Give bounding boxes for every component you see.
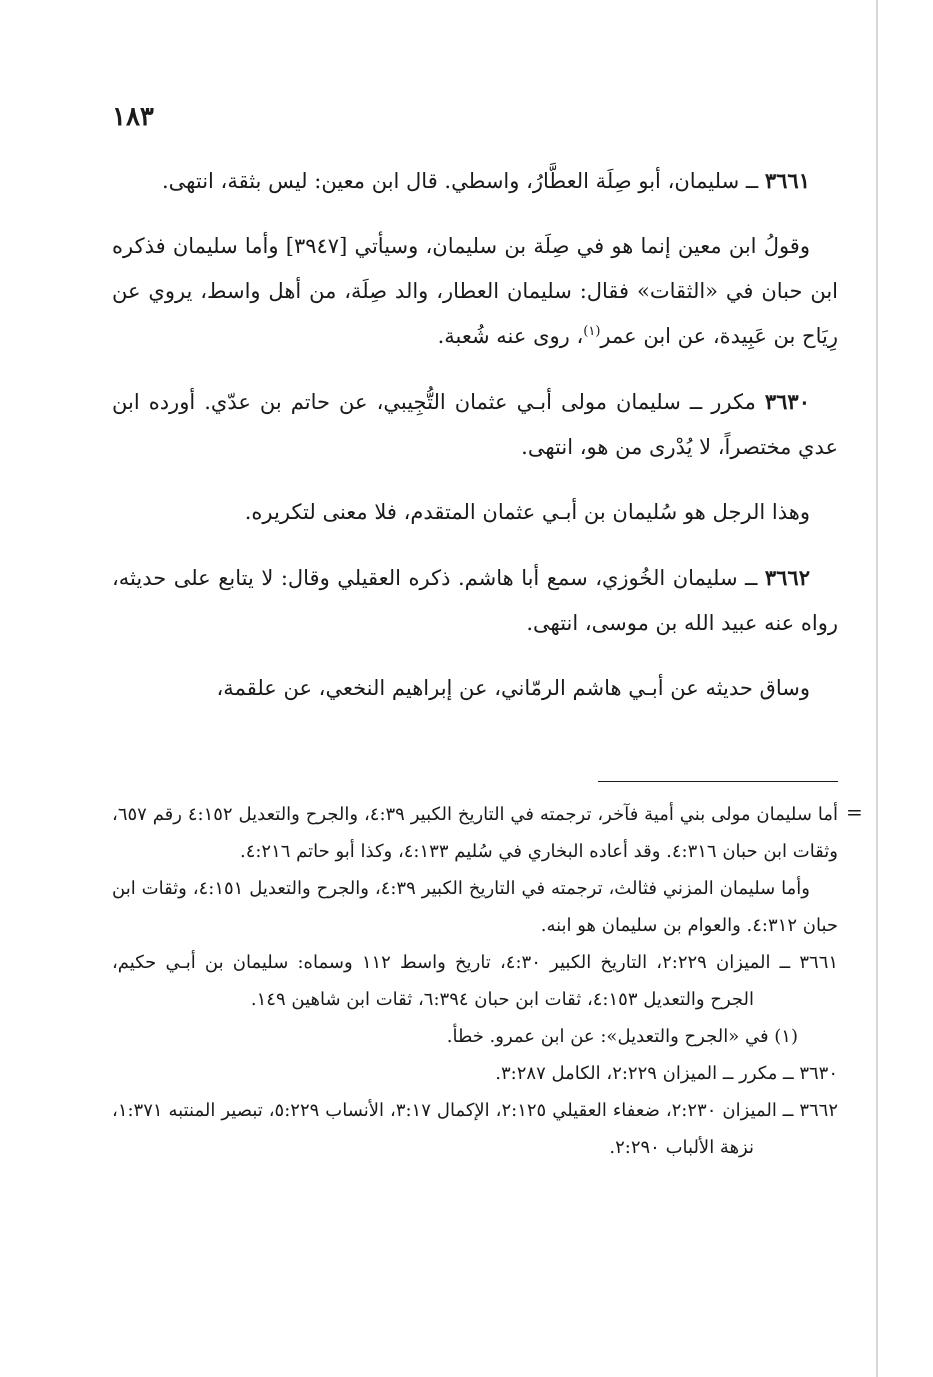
entry-text: وقولُ ابن معين إنما هو في صِلَة بن سليمان، وسيأتي [٣٩٤٧] وأما سليمان فذكره ابن حبان في «الثقات» فقال: سليمان العطار، والد صِلَة، من أهل واسط، يروي عن رِيَاح بن عَبِيدة، عن ابن عمر bbox=[112, 234, 838, 348]
footnote-marker: (١) bbox=[583, 324, 601, 339]
entry-text: ، روى عنه شُعبة. bbox=[437, 324, 584, 348]
entry-text: مكرر ــ سليمان مولى أبـي عثمان التُّجِيبي، عن حاتم بن عدّي. أورده ابن عدي مختصراً، لا يُدْرى من هو، انتهى. bbox=[112, 390, 838, 459]
note-3661: ٣٦٦١ ــ الميزان ٢:٢٢٩، التاريخ الكبير ٤:٣٠، تاريخ واسط ١١٢ وسماه: سليمان بن أبـي حكيم، الجرح والتعديل ٤:١٥٣، ثقات ابن حبان ٦:٣٩٤، ثقات ابن شاهين ١٤٩. bbox=[112, 952, 839, 1010]
entry-text: وساق حديثه عن أبـي هاشم الرمّاني، عن إبراهيم النخعي، عن علقمة، bbox=[216, 676, 810, 700]
note-continued-2: وأما سليمان المزني فثالث، ترجمته في التاريخ الكبير ٤:٣٩، والجرح والتعديل ٤:١٥١، وثقات ابن حبان ٤:٣١٢. والعوام بن سليمان هو ابنه. bbox=[112, 878, 838, 936]
entry-text: ــ سليمان، أبو صِلَة العطَّارُ، واسطي. قال ابن معين: ليس بثقة، انتهى. bbox=[162, 169, 759, 193]
entry-number: ٣٦٣٠ bbox=[764, 389, 810, 414]
entry-3630 bbox=[112, 379, 838, 470]
main-text bbox=[112, 158, 838, 731]
footnote-1: (١) في «الجرح والتعديل»: عن ابن عمرو. خطأ. bbox=[446, 1026, 798, 1047]
footnote-divider bbox=[598, 781, 838, 782]
entry-text: وهذا الرجل هو سُليمان بن أبـي عثمان المتقدم، فلا معنى لتكريره. bbox=[244, 500, 810, 524]
note-continued-1: أما سليمان مولى بني أمية فآخر، ترجمته في التاريخ الكبير ٤:٣٩، والجرح والتعديل ٤:١٥٢ رقم ٦٥٧، وثقات ابن حبان ٤:٣١٦. وقد أعاده البخاري في سُليم ٤:١٣٣، وكذا أبو حاتم ٤:٢١٦. bbox=[112, 804, 838, 862]
note-3630: ٣٦٣٠ ــ مكرر ــ الميزان ٢:٢٢٩، الكامل ٣:٢٨٧. bbox=[495, 1063, 838, 1084]
entry-number: ٣٦٦٢ bbox=[764, 565, 810, 590]
footnotes bbox=[112, 796, 838, 1166]
entry-3630-commentary bbox=[112, 490, 838, 535]
entry-3662-commentary bbox=[112, 666, 838, 711]
entry-3661 bbox=[112, 158, 838, 204]
entry-3662 bbox=[112, 555, 838, 646]
page-number: ١٨٣ bbox=[112, 102, 154, 132]
entry-text: ــ سليمان الخُوزي، سمع أبا هاشم. ذكره العقيلي وقال: لا يتابع على حديثه، رواه عنه عبيد الله بن موسى، انتهى. bbox=[112, 566, 838, 635]
entry-3661-commentary bbox=[112, 224, 838, 359]
page-edge-line bbox=[876, 0, 878, 1377]
note-3662: ٣٦٦٢ ــ الميزان ٢:٢٣٠، ضعفاء العقيلي ٢:١٢٥، الإكمال ٣:١٧، الأنساب ٥:٢٢٩، تبصير المنتبه ١:٣٧١، نزهة الألباب ٢:٢٩٠. bbox=[112, 1100, 838, 1158]
entry-number: ٣٦٦١ bbox=[764, 168, 810, 193]
continuation-mark: = bbox=[846, 800, 863, 824]
